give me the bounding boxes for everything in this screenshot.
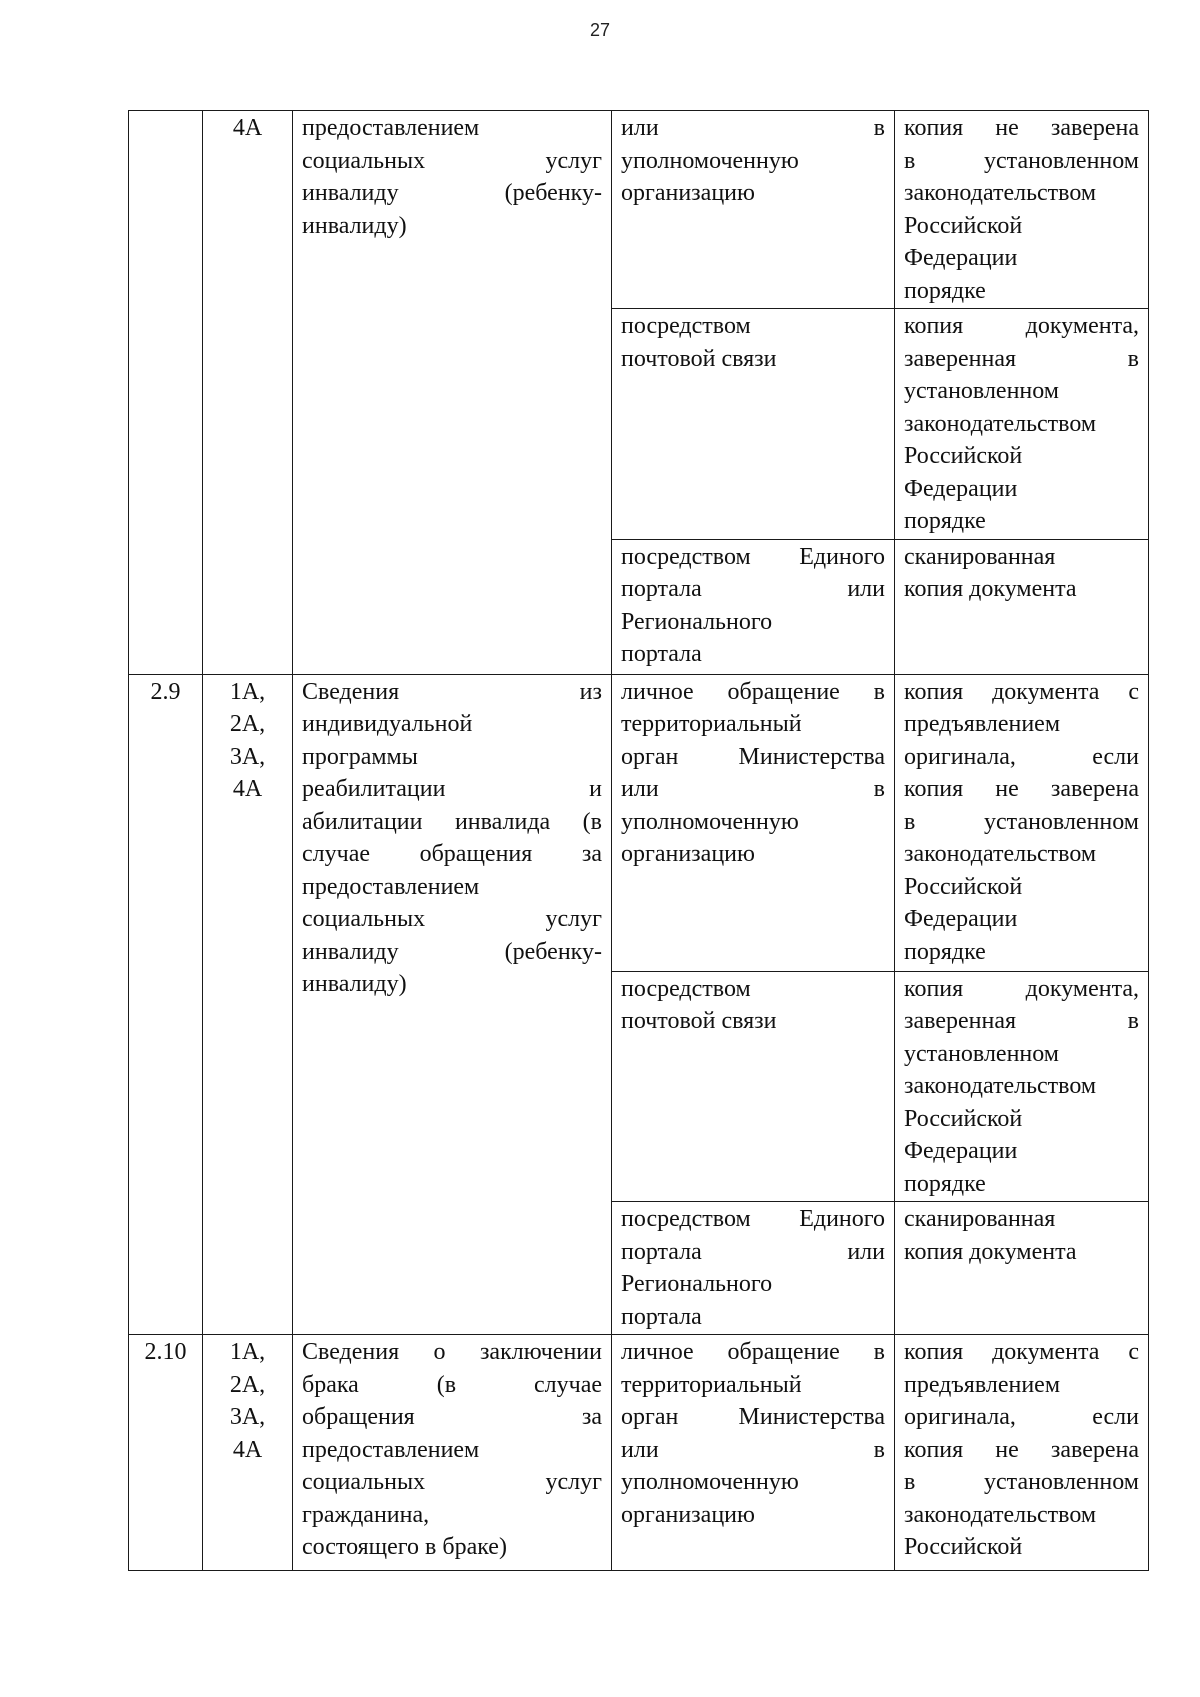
text-line: брака (в случае <box>302 1371 602 1398</box>
text-line: Федерации <box>904 1138 1018 1164</box>
text-line: копия не заверена <box>904 1436 1139 1463</box>
category-line: 3А, <box>229 1404 266 1430</box>
category-line: 1А, <box>229 678 266 705</box>
requirement-cell <box>895 674 1149 971</box>
text-line: посредством <box>621 975 751 1002</box>
text-line: Федерации <box>904 245 1018 271</box>
requirement-cell <box>895 971 1149 1202</box>
text-line: портала или <box>621 576 885 602</box>
text-line: заверенная в <box>904 1008 1139 1034</box>
method-cell <box>612 309 895 540</box>
text-line: социальных услуг <box>302 906 602 932</box>
text-line: инвалиду (ребенку- <box>302 938 602 965</box>
document-name-cell <box>293 111 612 675</box>
text-line: Регионального <box>621 608 773 635</box>
text-line: организацию <box>621 180 755 206</box>
text-line: Сведения о заключении <box>302 1339 602 1365</box>
text-line: оригинала, если <box>904 743 1139 770</box>
method-cell <box>612 111 895 309</box>
text-line: заверенная в <box>904 345 1139 372</box>
text-line: реабилитации и <box>302 776 602 802</box>
table-body <box>129 111 1149 1571</box>
category-line: 4А <box>232 115 263 141</box>
text-line: Российской <box>904 873 1023 900</box>
text-line: личное обращение в <box>621 678 885 705</box>
text-line: копия документа с <box>904 678 1139 705</box>
text-line: законодательством <box>904 1073 1097 1099</box>
text-line: посредством <box>621 313 751 339</box>
text-line: индивидуальной <box>302 711 473 737</box>
text-line: почтовой связи <box>621 1008 777 1034</box>
text-line: копия документа <box>904 1238 1077 1265</box>
category-line: 2А, <box>229 711 266 737</box>
table-row <box>129 1335 1149 1571</box>
text-line: социальных услуг <box>302 1469 602 1495</box>
text-line: Российской <box>904 443 1023 469</box>
text-line: копия документа, <box>904 975 1139 1002</box>
page-number: 27 <box>589 20 611 40</box>
text-line: копия не заверена <box>904 115 1139 141</box>
text-line: социальных услуг <box>302 147 602 174</box>
text-line: посредством Единого <box>621 543 885 570</box>
text-line: программы <box>302 743 418 770</box>
text-line: в установленном <box>904 808 1139 835</box>
category-cell <box>203 674 293 1335</box>
requirement-cell <box>895 111 1149 309</box>
text-line: законодательством <box>904 180 1097 206</box>
text-line: гражданина, <box>302 1501 430 1528</box>
text-line: предоставлением <box>302 1436 480 1463</box>
text-line: портала <box>621 1303 702 1330</box>
text-line: Сведения из <box>302 678 602 705</box>
requirement-cell <box>895 1202 1149 1335</box>
text-line: установленном <box>904 378 1059 404</box>
text-line: обращения за <box>302 1404 602 1430</box>
text-line: в установленном <box>904 1469 1139 1495</box>
text-line: в установленном <box>904 147 1139 174</box>
text-line: личное обращение в <box>621 1339 885 1365</box>
text-line: уполномоченную <box>621 147 799 174</box>
text-line: территориальный <box>621 711 802 737</box>
text-line: инвалиду (ребенку- <box>302 180 602 206</box>
text-line: случае обращения за <box>302 841 602 867</box>
text-line: порядке <box>904 938 986 965</box>
method-cell <box>612 1335 895 1571</box>
requirement-cell <box>895 1335 1149 1571</box>
text-line: предоставлением <box>302 873 480 900</box>
text-line: законодательством <box>904 841 1097 867</box>
row-number: 2.10 <box>144 1339 187 1365</box>
text-line: абилитации инвалида (в <box>302 808 602 835</box>
text-line: порядке <box>904 1170 986 1197</box>
category-cell <box>203 111 293 675</box>
text-line: организацию <box>621 1501 755 1528</box>
text-line: или в <box>621 115 885 141</box>
text-line: порядке <box>904 508 986 534</box>
category-line: 4А <box>232 776 263 802</box>
text-line: орган Министерства <box>621 743 885 770</box>
documents-table <box>128 110 1149 1571</box>
document-name-cell <box>293 1335 612 1571</box>
text-line: сканированная <box>904 1206 1056 1232</box>
requirement-cell <box>895 309 1149 540</box>
text-line: портала <box>621 641 702 667</box>
text-line: предоставлением <box>302 115 480 141</box>
text-line: Российской <box>904 1105 1023 1132</box>
text-line: орган Министерства <box>621 1404 885 1430</box>
text-line: предъявлением <box>904 711 1061 737</box>
table-row <box>129 111 1149 309</box>
category-line: 1А, <box>229 1339 266 1365</box>
text-line: копия документа с <box>904 1339 1139 1365</box>
text-line: Российской <box>904 212 1023 239</box>
category-line: 4А <box>232 1436 263 1463</box>
text-line: порядке <box>904 277 986 304</box>
text-line: уполномоченную <box>621 1469 799 1495</box>
method-cell <box>612 674 895 971</box>
method-cell <box>612 539 895 674</box>
text-line: копия документа <box>904 576 1077 602</box>
text-line: территориальный <box>621 1371 802 1398</box>
text-line: организацию <box>621 841 755 867</box>
method-cell <box>612 1202 895 1335</box>
text-line: сканированная <box>904 543 1056 570</box>
method-cell <box>612 971 895 1202</box>
text-line: или в <box>621 1436 885 1463</box>
text-line: инвалиду) <box>302 212 407 239</box>
text-line: уполномоченную <box>621 808 799 835</box>
text-line: Регионального <box>621 1271 773 1297</box>
text-line: копия не заверена <box>904 776 1139 802</box>
row-number-cell <box>129 111 203 675</box>
text-line: установленном <box>904 1040 1059 1067</box>
text-line: Федерации <box>904 475 1018 502</box>
text-line: портала или <box>621 1238 885 1265</box>
category-line: 2А, <box>229 1371 266 1398</box>
document-name-cell <box>293 674 612 1335</box>
row-number-cell <box>129 674 203 1335</box>
requirement-cell <box>895 539 1149 674</box>
text-line: оригинала, если <box>904 1404 1139 1430</box>
text-line: законодательством <box>904 410 1097 437</box>
text-line: или в <box>621 776 885 802</box>
text-line: инвалиду) <box>302 971 407 997</box>
text-line: законодательством <box>904 1501 1097 1528</box>
category-line: 3А, <box>229 743 266 770</box>
text-line: Российской <box>904 1534 1023 1560</box>
text-line: копия документа, <box>904 313 1139 339</box>
text-line: посредством Единого <box>621 1206 885 1232</box>
text-line: предъявлением <box>904 1371 1061 1398</box>
category-cell <box>203 1335 293 1571</box>
text-line: Федерации <box>904 906 1018 932</box>
text-line: состоящего в браке) <box>302 1534 507 1560</box>
row-number-cell <box>129 1335 203 1571</box>
row-number: 2.9 <box>150 678 181 705</box>
text-line: почтовой связи <box>621 345 777 372</box>
table-row <box>129 674 1149 971</box>
